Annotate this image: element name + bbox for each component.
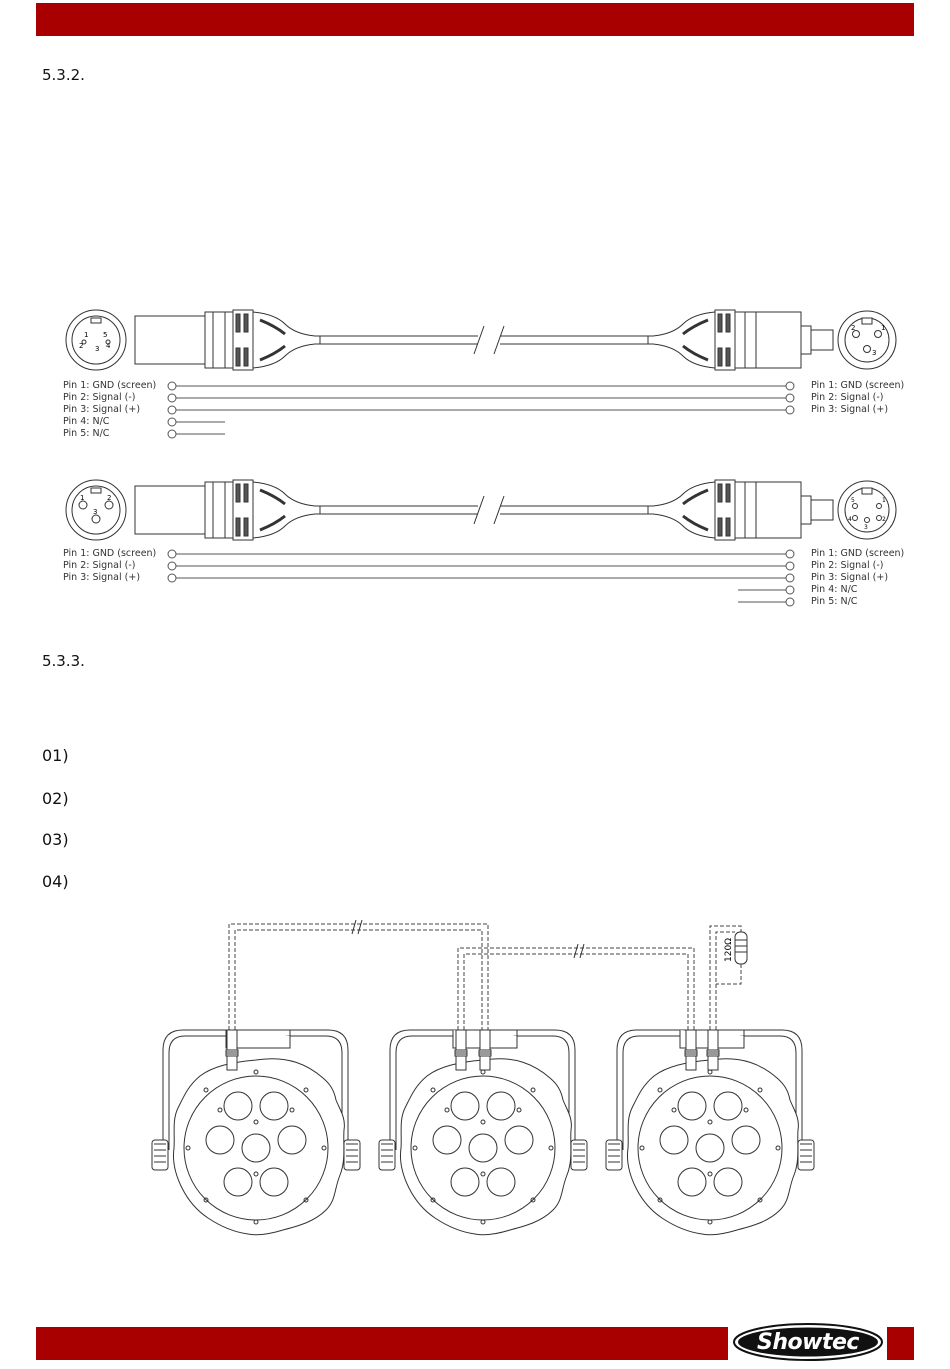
cable-a-left-pin-4: Pin 4: N/C [63,416,110,427]
cable-b-right-pin-3: Pin 3: Signal (+) [811,572,889,583]
cable-b-right-pin-4: Pin 4: N/C [811,584,858,595]
resistor-label: 120Ω [724,937,734,962]
footer-bar-right [887,1327,914,1360]
cable-b-left-pin-1: Pin 1: GND (screen) [63,548,157,559]
cable-a-left-pin-3: Pin 3: Signal (+) [63,404,141,415]
svg-text:2: 2 [882,516,886,523]
showtec-logo [728,1320,888,1365]
svg-text:1: 1 [84,331,89,339]
cable-b-right-pin-2: Pin 2: Signal (-) [811,560,884,571]
step-02: 02) [42,789,69,808]
section-number-5-3-3: 5.3.3. [42,652,85,670]
cable-a-left-pin-5: Pin 5: N/C [63,428,110,439]
svg-text:3: 3 [872,349,877,357]
logo-text: Showtec [757,1330,859,1355]
cable-b-left-pin-3: Pin 3: Signal (+) [63,572,141,583]
svg-text:2: 2 [79,342,84,350]
svg-text:3: 3 [95,345,100,353]
svg-text:1: 1 [882,497,886,504]
svg-text:1: 1 [80,494,85,502]
cable-a-right-pin-3: Pin 3: Signal (+) [811,404,889,415]
cable-a-left-pin-2: Pin 2: Signal (-) [63,392,136,403]
cable-b-right-pin-1: Pin 1: GND (screen) [811,548,905,559]
svg-text:2: 2 [851,324,856,332]
cable-a-left-pin-1: Pin 1: GND (screen) [63,380,157,391]
footer-bar-left [36,1327,728,1360]
svg-text:2: 2 [107,494,112,502]
svg-text:4: 4 [848,516,852,523]
dmx-chain-diagram [152,920,814,1235]
svg-text:3: 3 [864,524,868,531]
svg-text:4: 4 [106,342,111,350]
step-03: 03) [42,830,69,849]
svg-text:5: 5 [851,497,855,504]
section-number-5-3-2: 5.3.2. [42,66,85,84]
svg-text:5: 5 [103,331,108,339]
cable-b-left-pin-2: Pin 2: Signal (-) [63,560,136,571]
cable-b-diagram [66,480,896,606]
step-01: 01) [42,746,69,765]
svg-text:3: 3 [93,508,98,516]
cable-a-right-pin-1: Pin 1: GND (screen) [811,380,905,391]
cable-a-diagram [66,310,896,438]
cable-a-right-pin-2: Pin 2: Signal (-) [811,392,884,403]
step-04: 04) [42,872,69,891]
svg-text:1: 1 [881,324,886,332]
cable-b-right-pin-5: Pin 5: N/C [811,596,858,607]
